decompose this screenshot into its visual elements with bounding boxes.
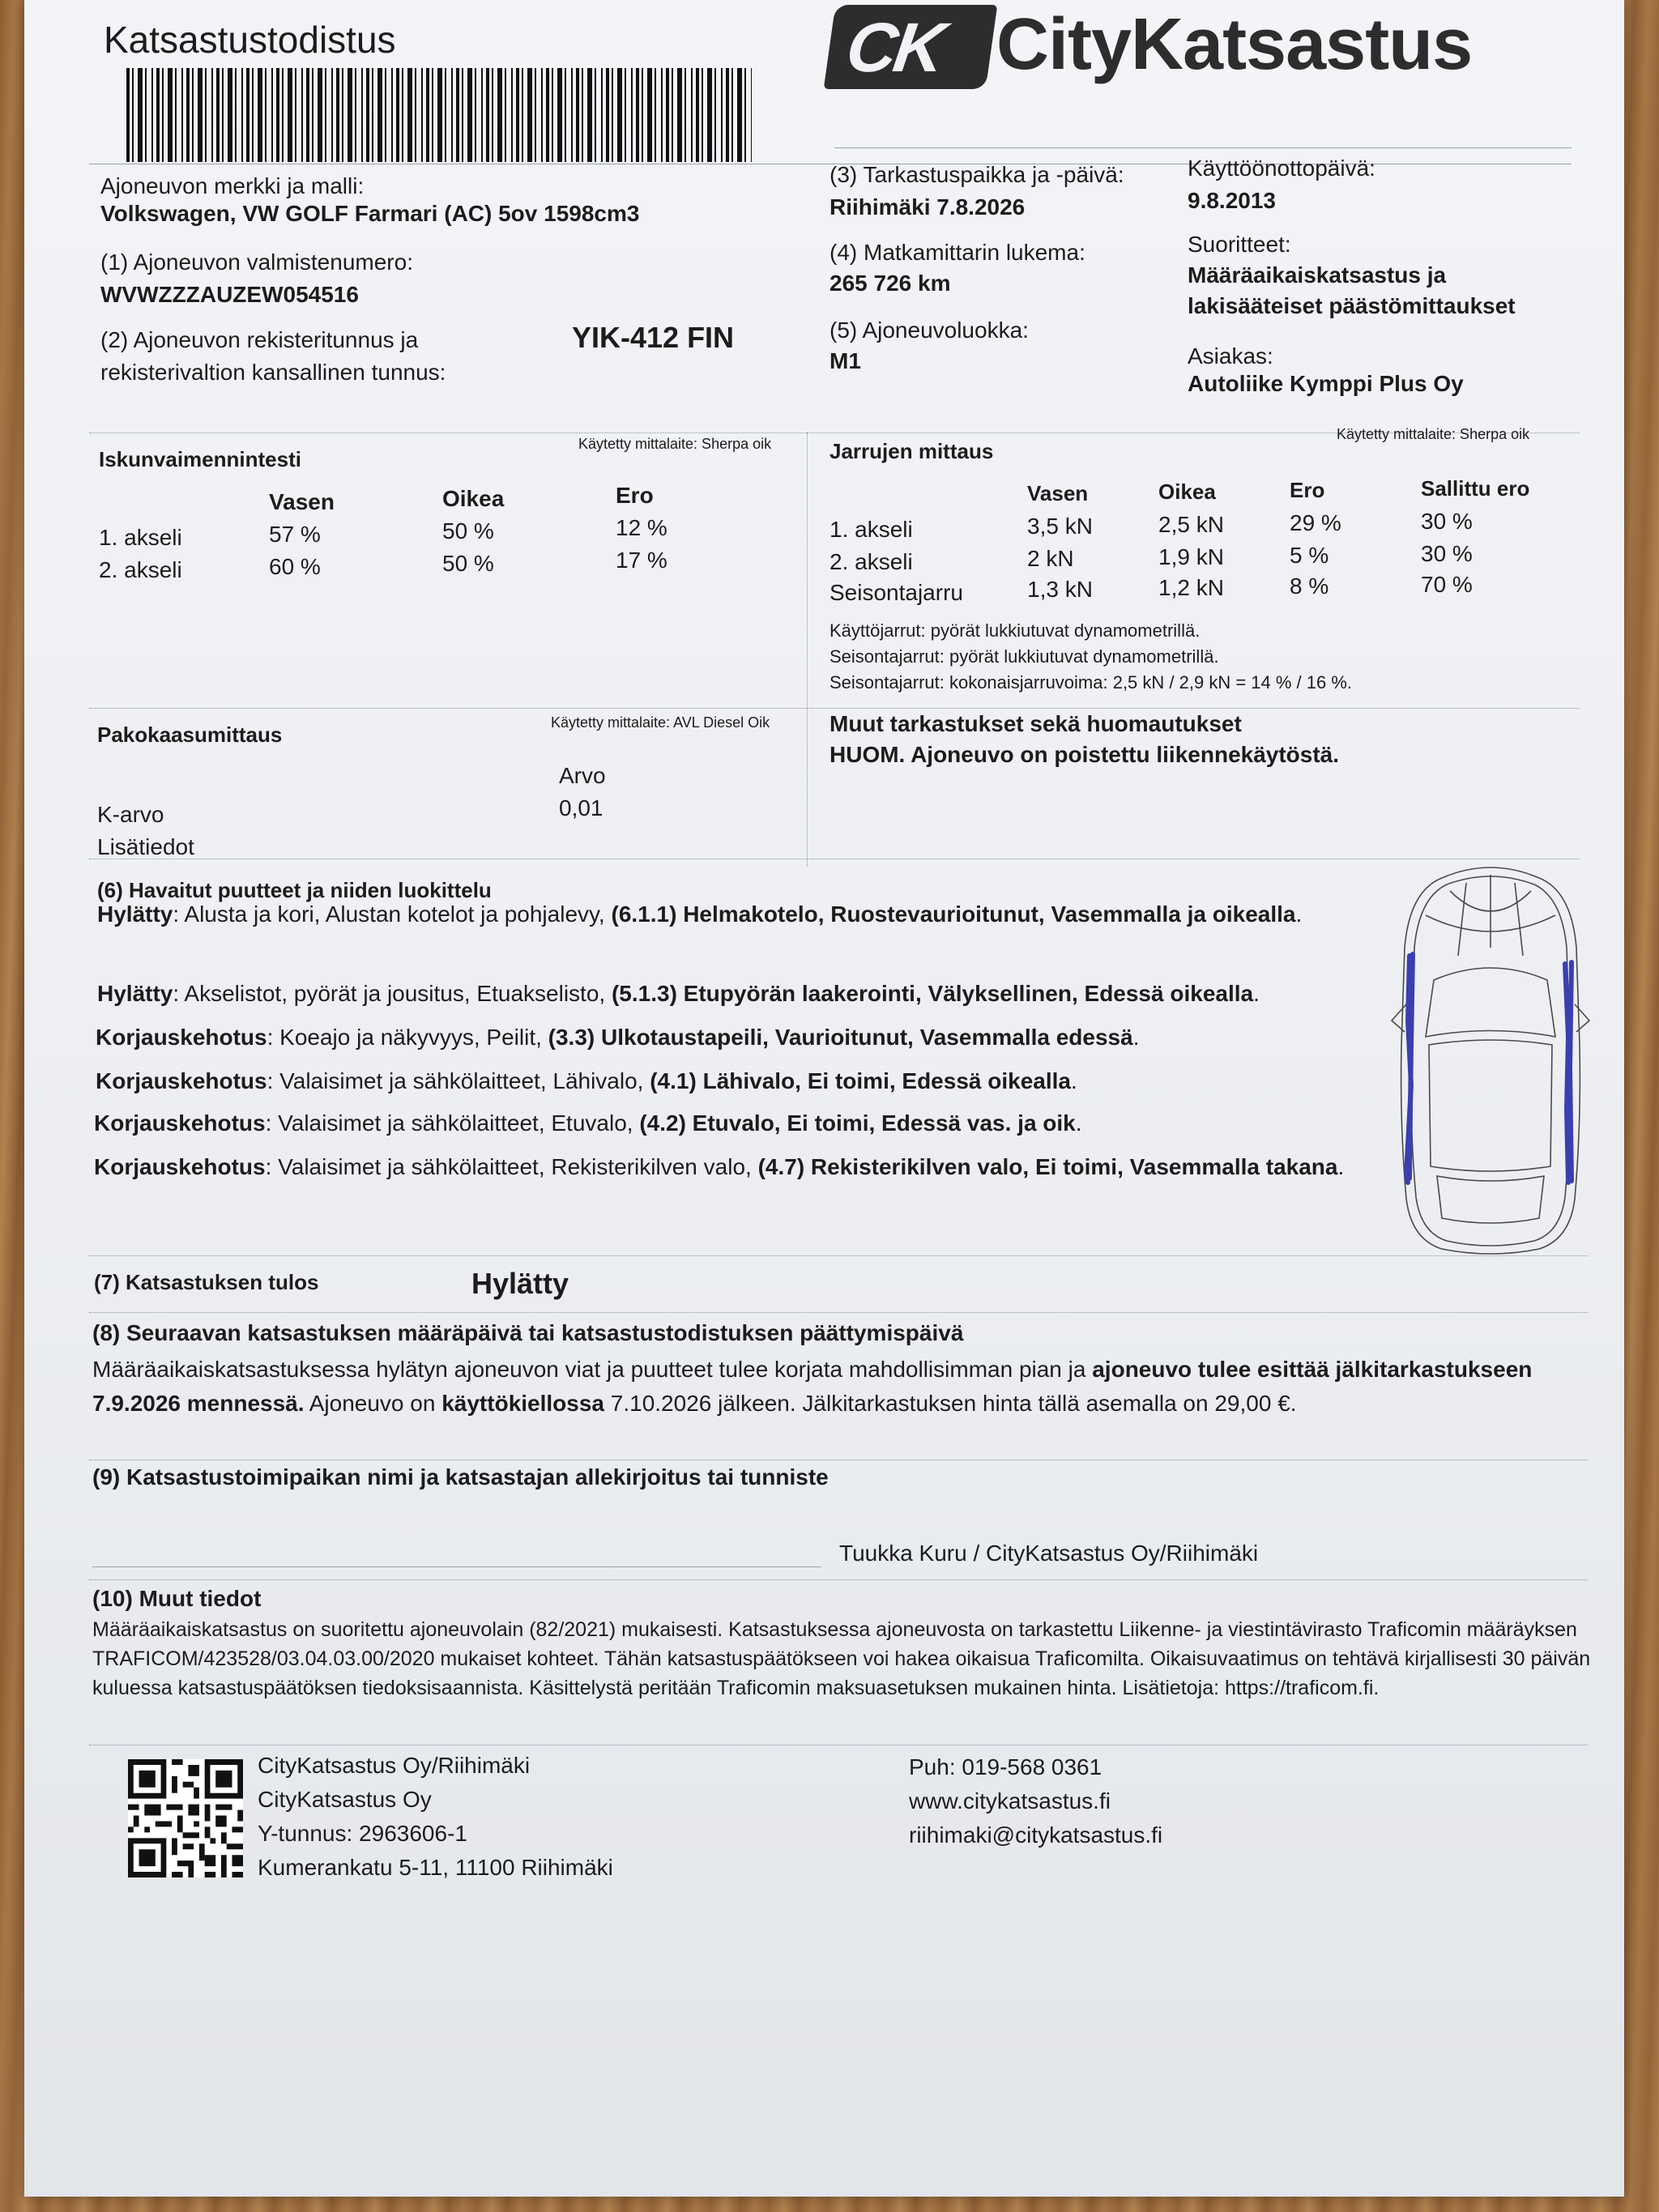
shock-title: Iskunvaimennintesti [99, 447, 301, 471]
defect-detail: (5.1.3) Etupyörän laakerointi, Välyksellinen, Edessä oikealla [611, 981, 1254, 1006]
footer-address-1: CityKatsastus Oy/Riihimäki [258, 1753, 531, 1778]
next-inspection-text: Määräaikaiskatsastuksessa hylätyn ajoneuvon viat ja puutteet tulee korjata mahdollisimman pian ja ajoneuvo tulee esittää jälkitarkastukseen 7.9.2026 mennessä. Ajoneuvo on käyttökiellossa 7.10.2026 jälkeen. Jälkitarkastuksen hinta tällä asemalla on 29,00 €. [92, 1357, 1533, 1416]
signature-title: (9) Katsastustoimipaikan nimi ja katsastajan allekirjoitus tai tunniste [92, 1464, 829, 1490]
brakes-row-3-right: 1,2 kN [1158, 575, 1224, 600]
defect-status: Korjauskehotus [96, 1068, 267, 1093]
odometer-value: 265 726 km [830, 271, 951, 296]
inspection-certificate-paper [24, 0, 1624, 2197]
make-label: Ajoneuvon merkki ja malli: [100, 173, 365, 198]
inspector-signature: Tuukka Kuru / CityKatsastus Oy/Riihimäki [839, 1541, 1259, 1566]
defect-item: Korjauskehotus: Koeajo ja näkyvyys, Peilit, (3.3) Ulkotaustapeili, Vaurioitunut, Vasemmalla edessä. [96, 1025, 1140, 1050]
shock-device: Käytetty mittalaite: Sherpa oik [578, 436, 772, 452]
defect-area: : Valaisimet ja sähkölaitteet, Rekisterikilven valo, [265, 1154, 758, 1179]
defects-title: (6) Havaitut puutteet ja niiden luokittelu [97, 878, 492, 902]
k-value-label: K-arvo [97, 802, 164, 827]
first-use-value: 9.8.2013 [1188, 188, 1276, 213]
brakes-row-1-right: 2,5 kN [1158, 512, 1224, 537]
defect-item: Hylätty: Akselistot, pyörät ja jousitus, Etuakselisto, (5.1.3) Etupyörän laakerointi, Välyksellinen, Edessä oikealla. [97, 981, 1260, 1006]
ck-logo-mark: CK [842, 9, 947, 87]
usage-ban: käyttökiellossa [441, 1391, 604, 1416]
emissions-title: Pakokaasumittaus [97, 722, 283, 747]
reg-label-1: (2) Ajoneuvon rekisteritunnus ja [100, 327, 419, 352]
customer-label: Asiakas: [1188, 343, 1273, 369]
defect-item: Hylätty: Alusta ja kori, Alustan kotelot ja pohjalevy, (6.1.1) Helmakotelo, Ruostevaurioitunut, Vasemmalla ja oikealla. [97, 901, 1303, 927]
defect-detail: (4.1) Lähivalo, Ei toimi, Edessä oikealla [650, 1068, 1071, 1093]
shock-row-1-label: 1. akseli [99, 525, 182, 550]
brakes-row-1-label: 1. akseli [830, 517, 913, 542]
footer-website: www.citykatsastus.fi [909, 1788, 1111, 1813]
shock-row-2-right: 50 % [442, 551, 494, 576]
place-label: (3) Tarkastuspaikka ja -päivä: [830, 162, 1124, 187]
defect-detail: (6.1.1) Helmakotelo, Ruostevaurioitunut, Vasemmalla ja oikealla [611, 901, 1296, 927]
defect-detail: (4.2) Etuvalo, Ei toimi, Edessä vas. ja oik [639, 1110, 1076, 1136]
misc-title: (10) Muut tiedot [92, 1586, 262, 1611]
k-value: 0,01 [559, 795, 603, 820]
class-label: (5) Ajoneuvoluokka: [830, 318, 1029, 343]
document-title: Katsastustodistus [104, 19, 396, 61]
car-top-view-diagram [1377, 859, 1604, 1255]
brakes-row-1-allowed: 30 % [1421, 509, 1473, 534]
footer-address-2: CityKatsastus Oy [258, 1787, 432, 1812]
brakes-row-3-left: 1,3 kN [1027, 577, 1093, 602]
shock-row-2-left: 60 % [269, 554, 321, 579]
odometer-label: (4) Matkamittarin lukema: [830, 240, 1085, 265]
defect-status: Korjauskehotus [94, 1110, 266, 1136]
registration-value: YIK-412 FIN [572, 321, 735, 354]
defect-status: Korjauskehotus [94, 1154, 266, 1179]
defect-area: : Alusta ja kori, Alustan kotelot ja pohjalevy, [173, 901, 612, 927]
customer-value: Autoliike Kymppi Plus Oy [1188, 371, 1464, 396]
brand-logo [830, 0, 1583, 96]
brakes-note-1: Käyttöjarrut: pyörät lukkiutuvat dynamometrillä. [830, 620, 1201, 641]
brakes-header-left: Vasen [1027, 481, 1089, 505]
defect-status: Hylätty [97, 901, 173, 927]
brakes-header-diff: Ero [1290, 478, 1325, 502]
brakes-note-2: Seisontajarrut: pyörät lukkiutuvat dynamometrillä. [830, 646, 1219, 667]
make-value: Volkswagen, VW GOLF Farmari (AC) 5ov 1598cm3 [100, 201, 640, 226]
defect-detail: (4.7) Rekisterikilven valo, Ei toimi, Vasemmalla takana [757, 1154, 1338, 1179]
brakes-header-allowed: Sallittu ero [1421, 476, 1530, 501]
other-checks-title: Muut tarkastukset sekä huomautukset [830, 711, 1242, 736]
brakes-row-3-label: Seisontajarru [830, 580, 963, 605]
vin-label: (1) Ajoneuvon valmistenumero: [100, 249, 413, 275]
next-inspection-title: (8) Seuraavan katsastuksen määräpäivä tai katsastustodistuksen päättymispäivä [92, 1320, 964, 1345]
brakes-row-2-allowed: 30 % [1421, 541, 1473, 566]
shock-header-left: Vasen [269, 489, 335, 514]
defect-area: : Akselistot, pyörät ja jousitus, Etuakselisto, [173, 981, 612, 1006]
vin-value: WVWZZZAUZEW054516 [100, 282, 359, 307]
extra-info-label: Lisätiedot [97, 834, 194, 859]
brand-name: CityKatsastus [996, 4, 1473, 85]
defect-detail: (3.3) Ulkotaustapeili, Vaurioitunut, Vasemmalla edessä [548, 1025, 1133, 1050]
services-label: Suoritteet: [1188, 232, 1291, 257]
emissions-value-header: Arvo [559, 763, 606, 788]
shock-row-1-right: 50 % [442, 518, 494, 543]
shock-row-2-label: 2. akseli [99, 557, 182, 582]
shock-row-1-diff: 12 % [616, 515, 667, 540]
footer-email: riihimaki@citykatsastus.fi [909, 1822, 1163, 1848]
defect-status: Korjauskehotus [96, 1025, 267, 1050]
services-value-1: Määräaikaiskatsastus ja [1188, 262, 1447, 288]
reg-label-2: rekisterivaltion kansallinen tunnus: [100, 360, 446, 385]
first-use-label: Käyttöönottopäivä: [1188, 156, 1375, 181]
shock-header-diff: Ero [616, 483, 654, 508]
misc-text: Määräaikaiskatsastus on suoritettu ajoneuvolain (82/2021) mukaisesti. Katsastuksessa ajoneuvosta on tarkastettu Liikenne- ja viestintävirasto Traficomin määräyksen TRAFICOM/423528/03.04.03.00/2020 mukaiset kohteet. Tähän katsastuspäätökseen voi hakea oikaisua Traficomilta. Oikaisuvaatimus on tehtävä kirjallisesti 30 päivän kuluessa katsastuspäätöksen tiedoksisaannista. Käsittelystä peritään Traficomin maksuasetuksen mukainen hinta. Lisätietoja: https://traficom.fi. [92, 1618, 1591, 1699]
defect-area: : Valaisimet ja sähkölaitteet, Etuvalo, [265, 1110, 640, 1136]
other-checks-note: HUOM. Ajoneuvo on poistettu liikennekäytöstä. [830, 742, 1340, 767]
brakes-row-3-allowed: 70 % [1421, 572, 1473, 597]
defect-item: Korjauskehotus: Valaisimet ja sähkölaitteet, Lähivalo, (4.1) Lähivalo, Ei toimi, Edessä oikealla. [96, 1068, 1077, 1093]
brakes-header-right: Oikea [1158, 479, 1216, 504]
services-value-2: lakisääteiset päästömittaukset [1188, 293, 1516, 318]
footer-phone: Puh: 019-568 0361 [909, 1754, 1102, 1779]
place-value: Riihimäki 7.8.2026 [830, 194, 1026, 219]
defect-area: : Valaisimet ja sähkölaitteet, Lähivalo, [267, 1068, 650, 1093]
shock-row-2-diff: 17 % [616, 548, 667, 573]
shock-header-right: Oikea [442, 486, 505, 511]
qr-code [128, 1759, 243, 1877]
result-label: (7) Katsastuksen tulos [94, 1270, 319, 1294]
defect-area: : Koeajo ja näkyvyys, Peilit, [267, 1025, 548, 1050]
brakes-row-2-right: 1,9 kN [1158, 544, 1224, 569]
brakes-row-2-diff: 5 % [1290, 543, 1329, 568]
brakes-device: Käytetty mittalaite: Sherpa oik [1337, 426, 1530, 442]
brakes-title: Jarrujen mittaus [830, 439, 994, 463]
defect-item: Korjauskehotus: Valaisimet ja sähkölaitteet, Rekisterikilven valo, (4.7) Rekisterikilven valo, Ei toimi, Vasemmalla takana. [94, 1154, 1345, 1179]
brakes-row-2-left: 2 kN [1027, 546, 1074, 571]
footer-street-address: Kumerankatu 5-11, 11100 Riihimäki [258, 1855, 613, 1880]
ck-logo-badge [824, 5, 998, 89]
brakes-row-2-label: 2. akseli [830, 549, 913, 574]
shock-row-1-left: 57 % [269, 522, 321, 547]
result-value: Hylätty [471, 1267, 569, 1300]
footer-business-id: Y-tunnus: 2963606-1 [258, 1821, 467, 1846]
retest-deadline: ajoneuvo tulee esittää jälkitarkastukseen 7.9.2026 mennessä. [92, 1357, 1533, 1416]
emissions-device: Käytetty mittalaite: AVL Diesel Oik [551, 714, 770, 731]
defect-item: Korjauskehotus: Valaisimet ja sähkölaitteet, Etuvalo, (4.2) Etuvalo, Ei toimi, Edessä vas. ja oik. [94, 1110, 1082, 1136]
defect-status: Hylätty [97, 981, 173, 1006]
barcode [126, 68, 752, 162]
brakes-row-1-left: 3,5 kN [1027, 514, 1093, 539]
class-value: M1 [830, 348, 861, 373]
brakes-note-3: Seisontajarrut: kokonaisjarruvoima: 2,5 kN / 2,9 kN = 14 % / 16 %. [830, 672, 1353, 693]
brakes-row-3-diff: 8 % [1290, 573, 1329, 599]
brakes-row-1-diff: 29 % [1290, 510, 1341, 535]
